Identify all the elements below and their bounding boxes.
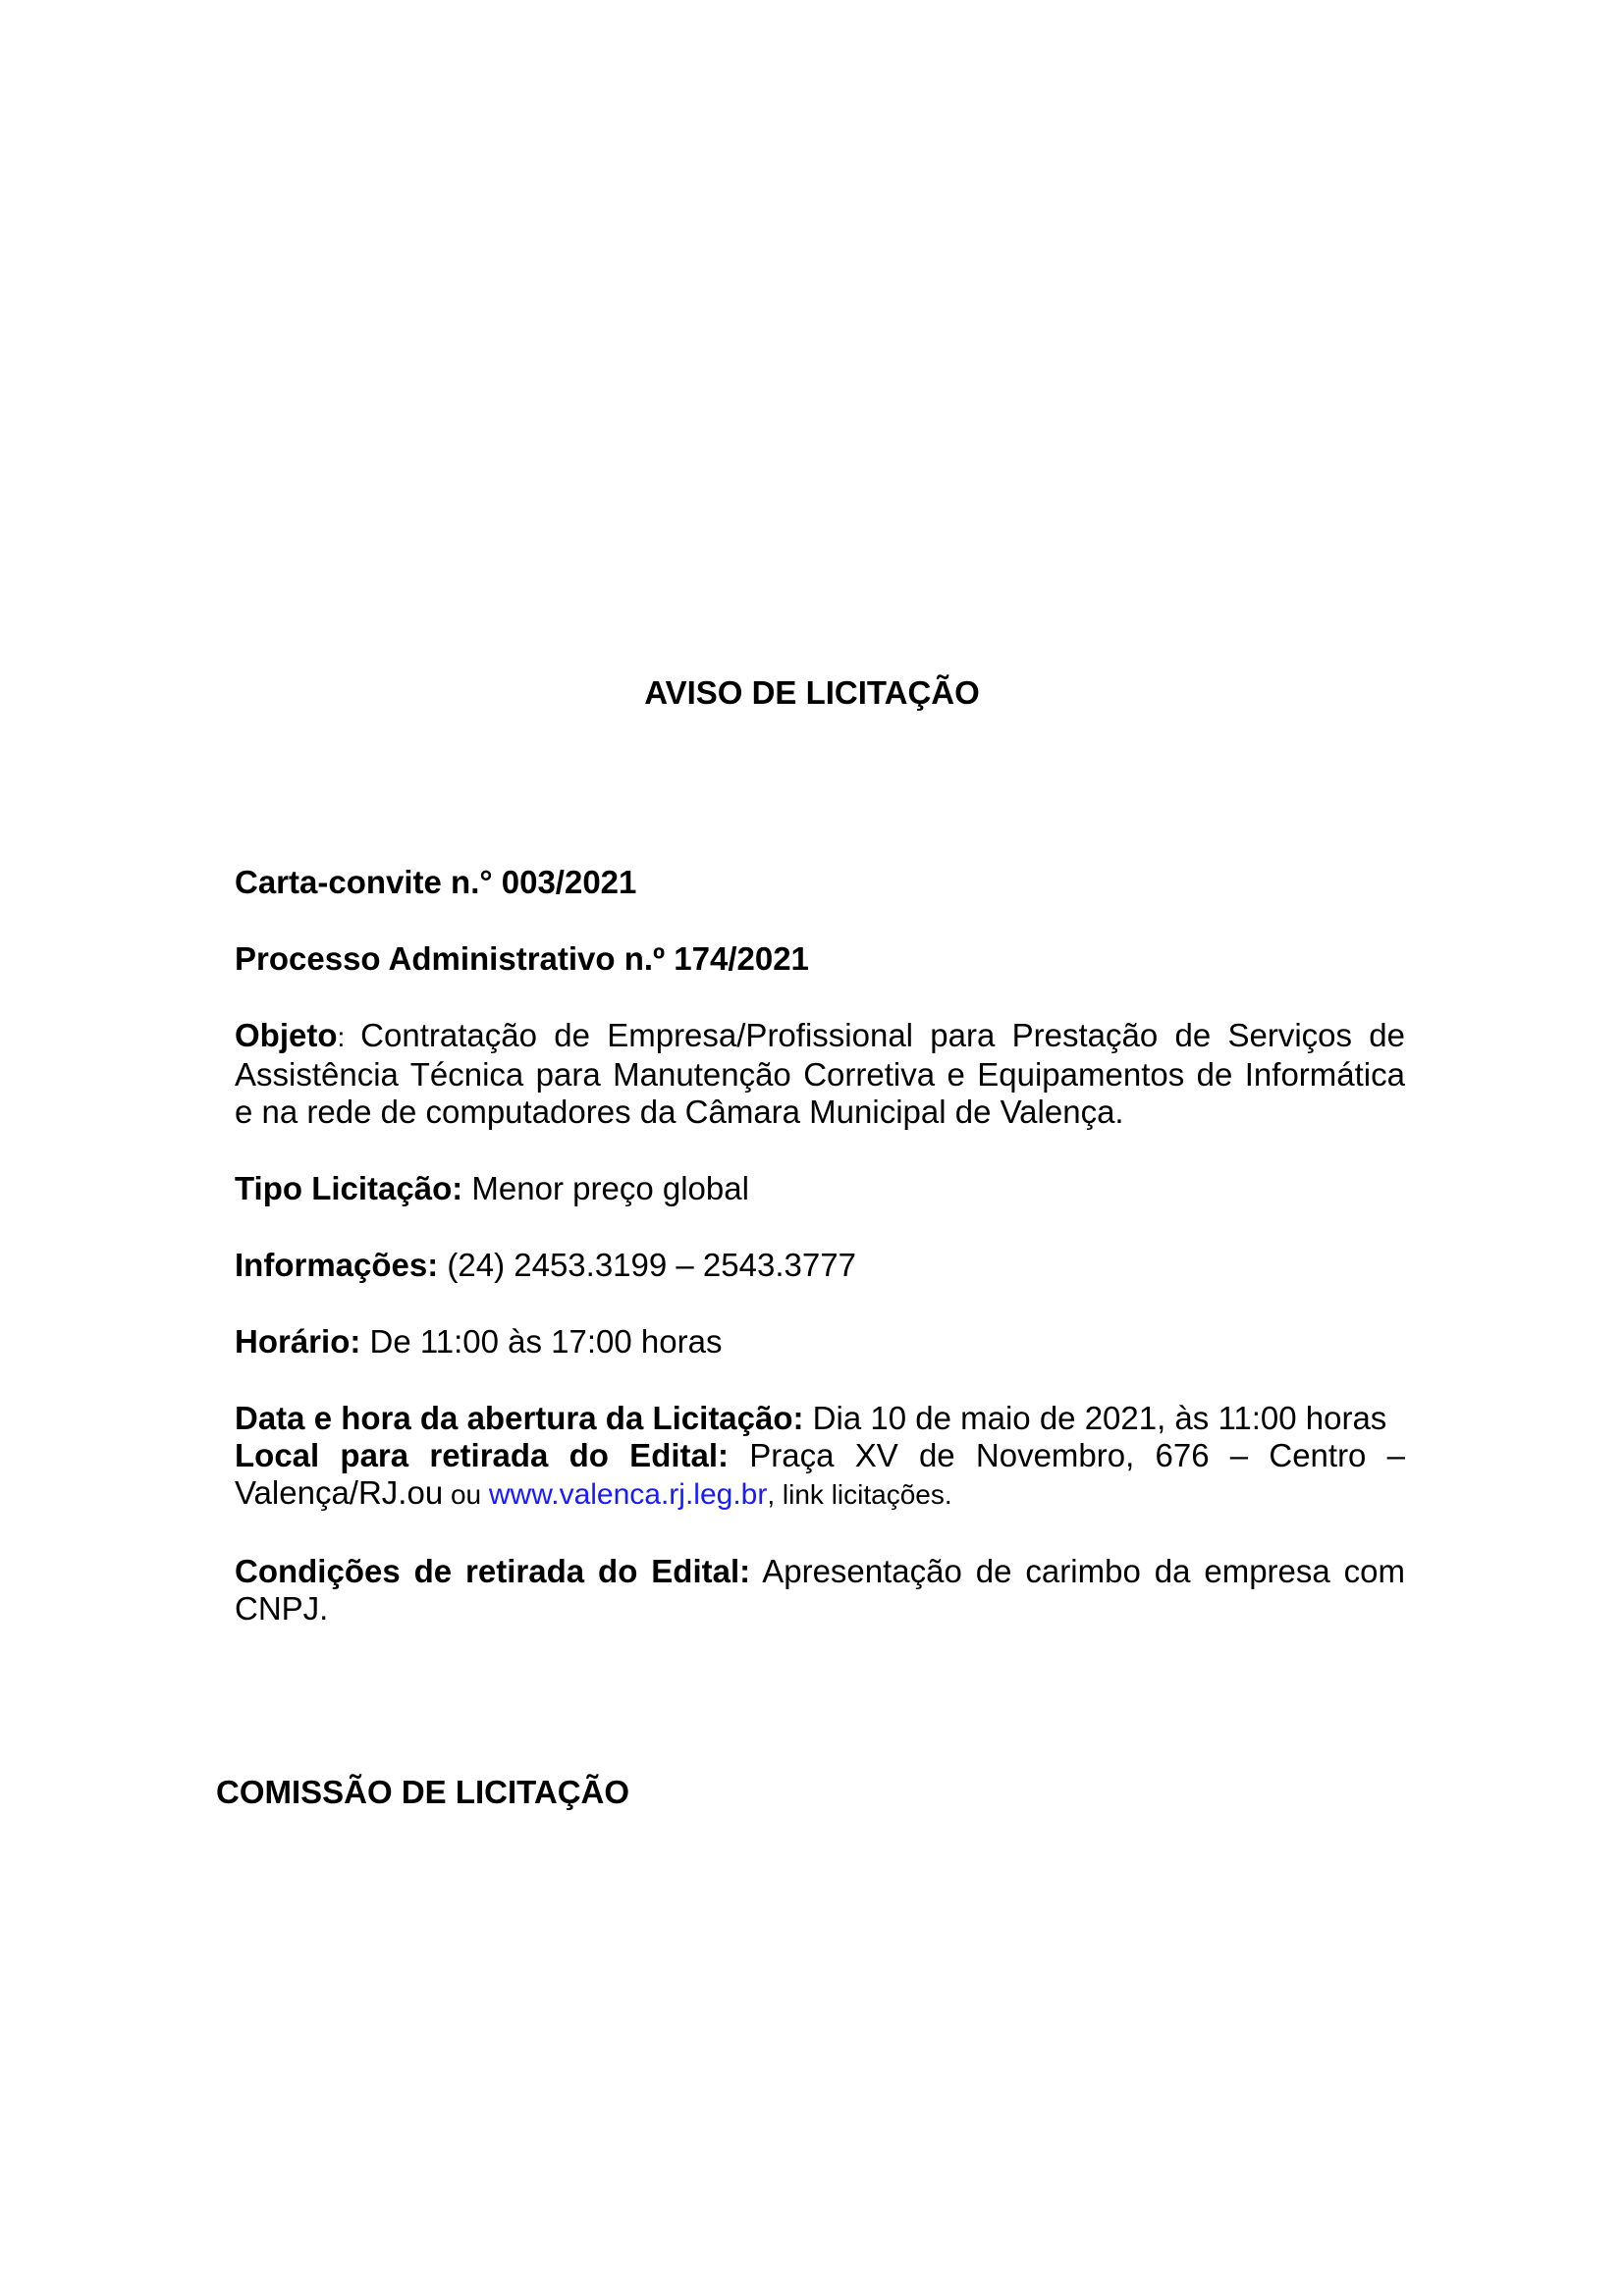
commission-title: COMISSÃO DE LICITAÇÃO <box>216 1774 630 1810</box>
objeto-paragraph <box>235 1017 1405 1131</box>
objeto-separator: : <box>337 1022 361 1052</box>
local-value: Praça XV de Novembro, 676 – Centro – Valença/RJ.ou <box>235 1437 1405 1511</box>
local-label: Local para retirada do Edital: <box>235 1437 730 1473</box>
condicoes-value: Apresentação de carimbo da empresa com CNPJ. <box>235 1553 1406 1627</box>
processo-number: Processo Administrativo n.º 174/2021 <box>235 940 809 977</box>
local-after-link: , link licitações. <box>767 1479 952 1510</box>
informacoes-label: Informações: <box>235 1247 439 1283</box>
informacoes-paragraph <box>235 1247 1405 1284</box>
website-link[interactable]: www.valenca.rj.leg.br <box>488 1478 768 1511</box>
local-ou: ou <box>443 1479 489 1510</box>
informacoes-value: (24) 2453.3199 – 2543.3777 <box>438 1247 856 1283</box>
data-hora-value: Dia 10 de maio de 2021, às 11:00 horas <box>803 1400 1387 1436</box>
carta-convite-number: Carta-convite n.° 003/2021 <box>235 864 637 900</box>
tipo-label: Tipo Licitação: <box>235 1170 463 1206</box>
condicoes-paragraph <box>235 1553 1405 1628</box>
objeto-text: Contratação de Empresa/Profissional para Prestação de Serviços de Assistência Técnica para Manutenção Corretiva e Equipamentos de Informática e na rede de computadores da Câmara Municipal de Valença. <box>235 1017 1405 1130</box>
horario-paragraph <box>235 1323 1405 1361</box>
horario-label: Horário: <box>235 1323 361 1360</box>
local-paragraph <box>235 1437 1405 1514</box>
data-hora-paragraph <box>235 1400 1405 1437</box>
tipo-value: Menor preço global <box>462 1170 749 1206</box>
objeto-label: Objeto <box>235 1017 338 1053</box>
data-hora-label: Data e hora da abertura da Licitação: <box>235 1400 804 1436</box>
horario-value: De 11:00 às 17:00 horas <box>360 1323 723 1360</box>
page-title: AVISO DE LICITAÇÃO <box>644 674 980 711</box>
tipo-paragraph <box>235 1170 1405 1207</box>
condicoes-label: Condições de retirada do Edital: <box>235 1553 751 1589</box>
notice-body <box>235 864 1405 1628</box>
